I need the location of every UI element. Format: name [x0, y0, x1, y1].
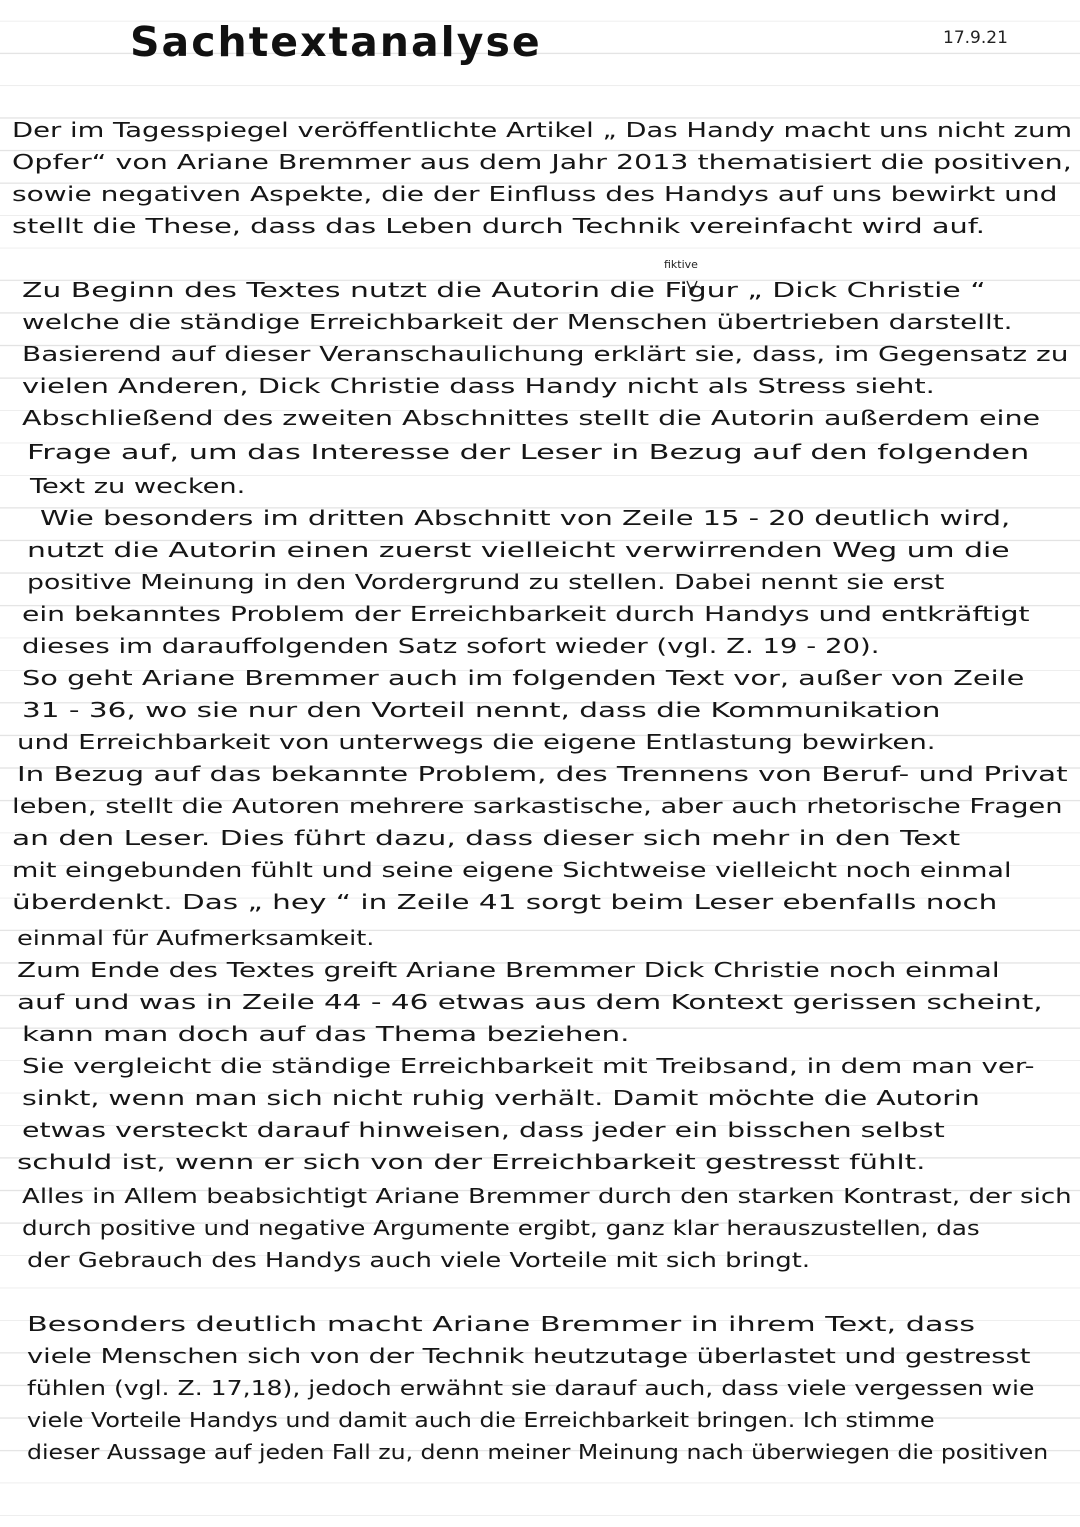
text-line: kann man doch auf das Thema beziehen.: [22, 1022, 630, 1046]
text-line: Besonders deutlich macht Ariane Bremmer in ihrem Text, dass: [27, 1312, 976, 1336]
text-line: In Bezug auf das bekannte Problem, des Trennens von Beruf- und Privat: [17, 762, 1068, 786]
text-line: fühlen (vgl. Z. 17,18), jedoch erwähnt sie darauf auch, dass viele vergessen wie: [27, 1376, 1035, 1400]
text-line: vielen Anderen, Dick Christie dass Handy nicht als Stress sieht.: [22, 374, 935, 398]
text-line: einmal für Aufmerksamkeit.: [17, 926, 375, 950]
text-line: Alles in Allem beabsichtigt Ariane Bremmer durch den starken Kontrast, der sich: [22, 1184, 1072, 1208]
text-line: dieses im darauffolgenden Satz sofort wieder (vgl. Z. 19 - 20).: [22, 634, 880, 658]
text-line: stellt die These, dass das Leben durch Technik vereinfacht wird auf.: [12, 214, 985, 238]
text-line: sowie negativen Aspekte, die der Einfluss des Handys auf uns bewirkt und: [12, 182, 1058, 206]
text-line: Frage auf, um das Interesse der Leser in Bezug auf den folgenden: [27, 440, 1030, 464]
text-line: mit eingebunden fühlt und seine eigene Sichtweise vielleicht noch einmal: [12, 858, 1012, 882]
text-line: Zum Ende des Textes greift Ariane Bremmer Dick Christie noch einmal: [17, 958, 1000, 982]
text-line: schuld ist, wenn er sich von der Erreichbarkeit gestresst fühlt.: [17, 1150, 926, 1174]
text-line: Text zu wecken.: [30, 474, 246, 498]
text-line: etwas versteckt darauf hinweisen, dass jeder ein bisschen selbst: [22, 1118, 945, 1142]
text-line: Abschließend des zweiten Abschnittes stellt die Autorin außerdem eine: [22, 406, 1041, 430]
text-line: Opfer“ von Ariane Bremmer aus dem Jahr 2013 thematisiert die positiven,: [12, 150, 1072, 174]
insertion-note: fiktive: [664, 258, 698, 271]
page-title: Sachtextanalyse: [130, 18, 542, 66]
text-line: an den Leser. Dies führt dazu, dass dieser sich mehr in den Text: [12, 826, 961, 850]
text-line: auf und was in Zeile 44 - 46 etwas aus dem Kontext gerissen scheint,: [17, 990, 1043, 1014]
date-label: 17.9.21: [943, 28, 1008, 48]
text-line: durch positive und negative Argumente ergibt, ganz klar herauszustellen, das: [22, 1216, 980, 1240]
text-line: nutzt die Autorin einen zuerst vielleicht verwirrenden Weg um die: [27, 538, 1010, 562]
text-line: überdenkt. Das „ hey “ in Zeile 41 sorgt beim Leser ebenfalls noch: [12, 890, 998, 914]
text-line: positive Meinung in den Vordergrund zu stellen. Dabei nennt sie erst: [27, 570, 945, 594]
text-line: viele Menschen sich von der Technik heutzutage überlastet und gestresst: [27, 1344, 1031, 1368]
text-line: Zu Beginn des Textes nutzt die Autorin die Figur „ Dick Christie “: [22, 278, 986, 302]
text-line: Sie vergleicht die ständige Erreichbarkeit mit Treibsand, in dem man ver-: [22, 1054, 1035, 1078]
text-line: welche die ständige Erreichbarkeit der Menschen übertrieben darstellt.: [22, 310, 1013, 334]
text-line: sinkt, wenn man sich nicht ruhig verhält. Damit möchte die Autorin: [22, 1086, 980, 1110]
text-line: 31 - 36, wo sie nur den Vorteil nennt, dass die Kommunikation: [22, 698, 941, 722]
text-line: leben, stellt die Autoren mehrere sarkastische, aber auch rhetorische Fragen: [12, 794, 1063, 818]
text-line: viele Vorteile Handys und damit auch die Erreichbarkeit bringen. Ich stimme: [27, 1408, 935, 1432]
text-line: Basierend auf dieser Veranschaulichung erklärt sie, dass, im Gegensatz zu: [22, 342, 1069, 366]
text-line: So geht Ariane Bremmer auch im folgenden Text vor, außer von Zeile: [22, 666, 1025, 690]
text-line: ein bekanntes Problem der Erreichbarkeit durch Handys und entkräftigt: [22, 602, 1030, 626]
text-line: dieser Aussage auf jeden Fall zu, denn meiner Meinung nach überwiegen die positiven: [27, 1440, 1049, 1464]
text-line: Wie besonders im dritten Abschnitt von Zeile 15 - 20 deutlich wird,: [40, 506, 1011, 530]
text-line: der Gebrauch des Handys auch viele Vorteile mit sich bringt.: [27, 1248, 810, 1272]
text-line: Der im Tagesspiegel veröffentlichte Artikel „ Das Handy macht uns nicht zum: [12, 118, 1073, 142]
text-line: und Erreichbarkeit von unterwegs die eigene Entlastung bewirken.: [17, 730, 936, 754]
